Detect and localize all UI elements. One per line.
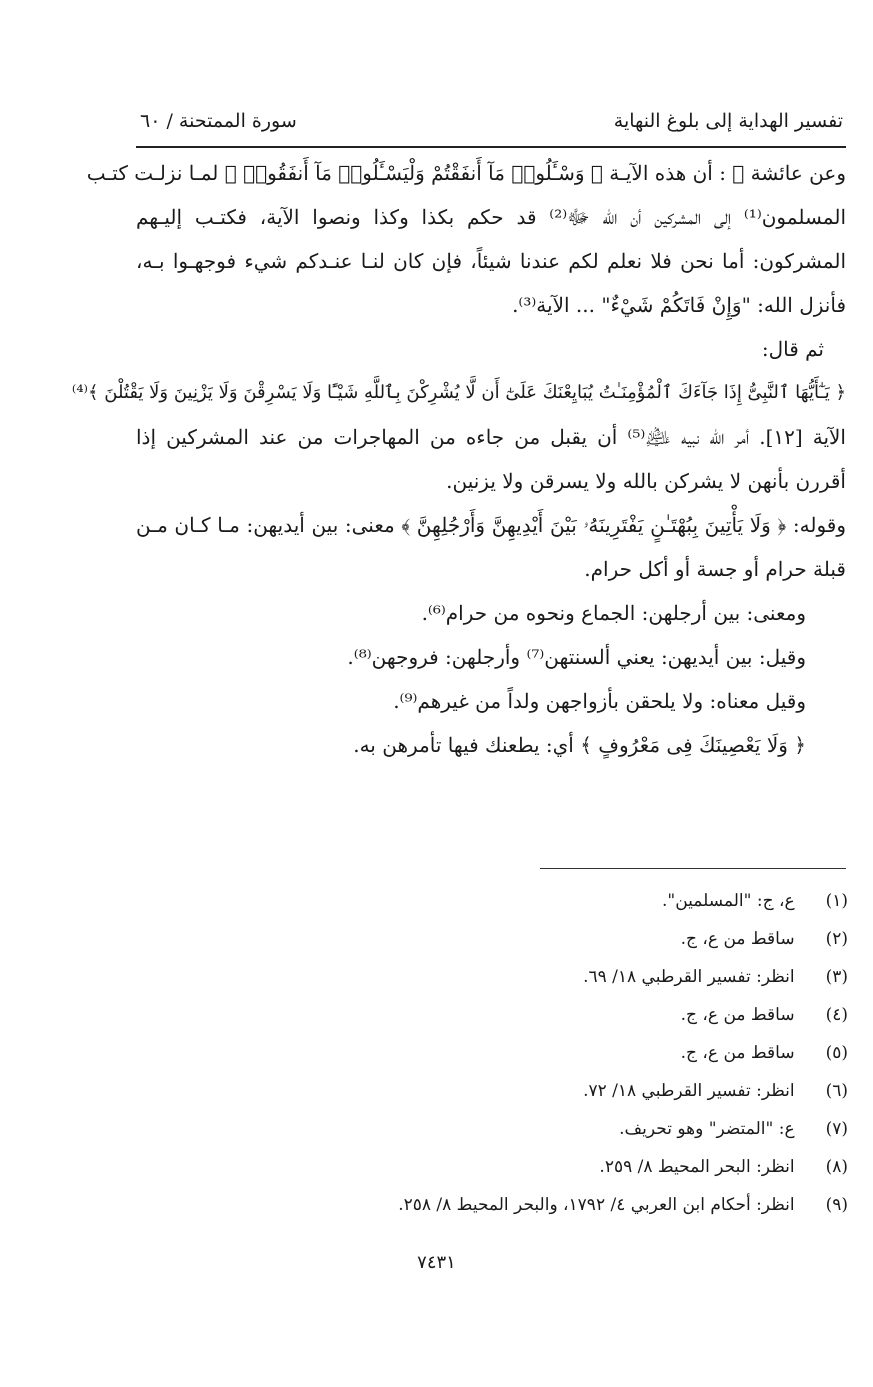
footnote-rule [540,868,846,869]
text-line: وقيل معناه: ولا يلحقن بأزواجهن ولداً من غيرهم⁽⁹⁾. [393,689,806,713]
main-text [71,160,846,776]
text-line: أقررن بأنهن لا يشركن بالله ولا يسرقن ولا يزنين. [446,469,846,493]
text-line: فأنزل الله: "وَإِنْ فَاتَكُمْ شَيْءٌ" ... الآية⁽³⁾. [512,293,846,317]
text-line: المشركون: أما نحن فلا نعلم لكم عندنا شيئاً، فإن كان لنـا عنـدكم شيء فوجهـوا بـه، [136,249,846,273]
footnote-number: (٩) [825,1195,848,1215]
footnote-text: انظر: تفسير القرطبي ١٨/ ٦٩. [583,967,795,987]
header-rule [136,146,846,148]
footnote-text: ساقط من ع، ج. [680,929,795,949]
footnote-number: (٢) [825,929,848,949]
footnote-text: ع، ج: "المسلمين". [661,891,795,911]
text-line: قبلة حرام أو جسة أو أكل حرام. [584,557,846,581]
footnote-text: انظر: أحكام ابن العربي ٤/ ١٧٩٢، والبحر المحيط ٨/ ٢٥٨. [398,1195,795,1215]
footnote [136,928,848,950]
footnote-number: (٧) [825,1119,848,1139]
footnote-text: ع: "المتضر" وهو تحريف. [619,1119,795,1139]
text-line: ثم قال: [761,337,824,361]
footnote [136,1156,848,1178]
footnote [136,1194,848,1216]
footnote-number: (٦) [825,1081,848,1101]
footnote-text: ساقط من ع، ج. [680,1043,795,1063]
footnote-number: (٥) [825,1043,848,1063]
running-header-book-title: تفسير الهداية إلى بلوغ النهاية [613,110,843,132]
page-number: ٧٤٣١ [417,1252,456,1273]
footnote-text: انظر: البحر المحيط ٨/ ٢٥٩. [599,1157,795,1177]
footnote [136,966,848,988]
footnote [136,890,848,912]
text-line: وقيل: بين أيديهن: يعني ألسنتهن⁽⁷⁾ وأرجلهن: فروجهن⁽⁸⁾. [347,645,806,669]
text-line: ﴿ وَلَا يَعْصِينَكَ فِى مَعْرُوفٍ ﴾ أي: يطعنك فيها تأمرهن به. [353,733,806,757]
footnote [136,1118,848,1140]
text-line: ومعنى: بين أرجلهن: الجماع ونحوه من حرام⁽⁶⁾. [421,601,806,625]
footnote [136,1042,848,1064]
footnote-number: (٨) [825,1157,848,1177]
quran-verse-line: ﴿ يَـٰٓأَيُّهَا ٱلنَّبِىُّ إِذَا جَآءَكَ ٱلْمُؤْمِنَـٰتُ يُبَايِعْنَكَ عَلَىٰٓ أَن لَّا يُشْرِكْنَ بِٱللَّهِ شَيْـًٔا وَلَا يَسْرِقْنَ وَلَا يَزْنِينَ وَلَا يَقْتُلْنَ ﴾⁽⁴⁾ [71,382,846,403]
text-line: الآية [١٢]. أمر الله نبيه ﵇⁽⁵⁾ أن يقبل من جاءه من المهاجرات من عند المشركين إذا [136,425,846,449]
footnote-text: ساقط من ع، ج. [680,1005,795,1025]
footnote-number: (١) [825,891,848,911]
footnote-number: (٤) [825,1005,848,1025]
footnote-number: (٣) [825,967,848,987]
footnote-text: انظر: تفسير القرطبي ١٨/ ٧٢. [583,1081,795,1101]
footnote [136,1080,848,1102]
footnotes [136,890,848,1232]
text-line: وقوله: ﴿ وَلَا يَأْتِينَ بِبُهْتَـٰنٍ يَفْتَرِينَهُۥ بَيْنَ أَيْدِيهِنَّ وَأَرْجُلِهِنَّ ﴾ معنى: بين أيديهن: مـا كـان مـن [136,513,846,537]
text-line: المسلمون⁽¹⁾ إلى المشركين أن الله ﷻ⁽²⁾ قد حكم بكذا وكذا ونصوا الآية، فكتـب إليـهم [136,205,846,229]
text-line: وعن عائشة ﵂ : أن هذه الآيـة ﴿ وَسْـَٔلُوا۟ مَآ أَنفَقْتُمْ وَلْيَسْـَٔلُوا۟ مَآ أَنفَقُوا۟ ﴾ لمـا نزلـت كتـب [86,161,846,185]
footnote [136,1004,848,1026]
running-header-surah: سورة الممتحنة / ٦٠ [140,110,297,132]
